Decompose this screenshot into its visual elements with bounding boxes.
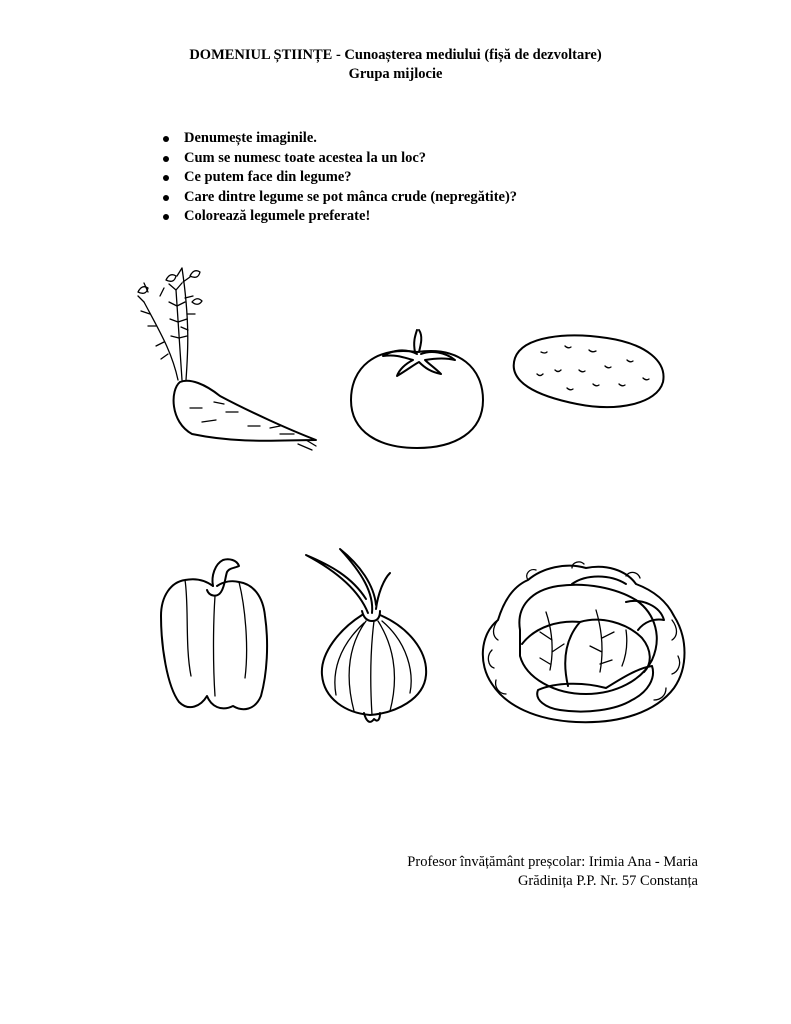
- carrot-icon: [130, 262, 330, 462]
- onion-icon: [300, 543, 440, 728]
- task-item: Ce putem face din legume?: [160, 168, 517, 188]
- bell-pepper-icon: [155, 556, 275, 716]
- task-item: Care dintre legume se pot mânca crude (nepregătite)?: [160, 188, 517, 208]
- school-name: Grădinița P.P. Nr. 57 Constanța: [517, 873, 698, 889]
- teacher-name: Profesor învățământ preșcolar: Irimia Ana - Maria: [407, 854, 698, 870]
- cabbage-icon: [476, 560, 688, 726]
- task-list: [160, 129, 517, 227]
- page-title: DOMENIUL ȘTIINȚE - Cunoașterea mediului (fișă de dezvoltare): [189, 47, 602, 63]
- page-subtitle: Grupa mijlocie: [348, 66, 443, 82]
- tomato-icon: [345, 328, 490, 453]
- task-item: Cum se numesc toate acestea la un loc?: [160, 149, 517, 169]
- task-item: Colorează legumele preferate!: [160, 207, 517, 227]
- potato-icon: [507, 330, 669, 412]
- task-item: Denumește imaginile.: [160, 129, 517, 149]
